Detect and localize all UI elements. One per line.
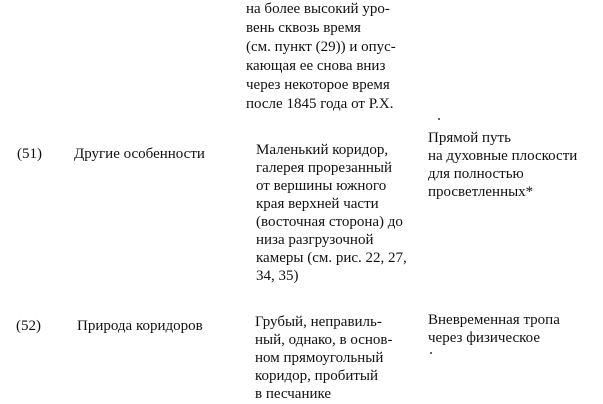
text-line: от вершины южного bbox=[256, 178, 387, 194]
text-line: на духовные плоскости bbox=[428, 148, 578, 164]
scan-speck bbox=[430, 352, 432, 354]
text-line: (восточная сторона) до bbox=[256, 214, 403, 230]
text-line: галерея прорезанный bbox=[256, 160, 393, 176]
text-line: 34, 35) bbox=[256, 268, 299, 284]
text-line: вень сквозь время bbox=[246, 20, 361, 36]
text-line: Прямой путь bbox=[428, 130, 511, 146]
text-line: после 1845 года от Р.Х. bbox=[246, 96, 394, 112]
text-line: просветленных* bbox=[428, 184, 534, 200]
row-number: (51) bbox=[17, 146, 42, 162]
text-line: на более высокий уро- bbox=[246, 1, 390, 17]
feature-name: Природа коридоров bbox=[77, 318, 203, 334]
feature-purpose bbox=[428, 311, 560, 347]
text-line: Грубый, неправиль- bbox=[255, 314, 382, 330]
scan-speck bbox=[438, 118, 440, 120]
continuation-text bbox=[246, 0, 396, 114]
text-line: коридор, пробитый bbox=[255, 368, 379, 384]
feature-description bbox=[256, 141, 407, 285]
text-line: в песчанике bbox=[255, 386, 332, 402]
text-line: через некоторое время bbox=[246, 77, 390, 93]
text-line: низа разгрузочной bbox=[256, 232, 374, 248]
text-line: (см. пункт (29)) и опус- bbox=[246, 39, 396, 55]
text-line: края верхней части bbox=[256, 196, 379, 212]
feature-name: Другие особенности bbox=[74, 146, 205, 162]
text-line: ном прямоугольный bbox=[255, 350, 384, 366]
text-line: кающая ее снова вниз bbox=[246, 58, 386, 74]
row-number: (52) bbox=[16, 318, 41, 334]
text-line: Маленький коридор, bbox=[256, 142, 389, 158]
feature-description bbox=[255, 313, 393, 403]
text-line: ный, однако, в основ- bbox=[255, 332, 393, 348]
text-line: камеры (см. рис. 22, 27, bbox=[256, 250, 407, 266]
text-line: через физическое bbox=[428, 330, 541, 346]
feature-purpose bbox=[428, 129, 577, 201]
text-line: для полностью bbox=[428, 166, 524, 182]
text-line: Вневременная тропа bbox=[428, 312, 560, 328]
